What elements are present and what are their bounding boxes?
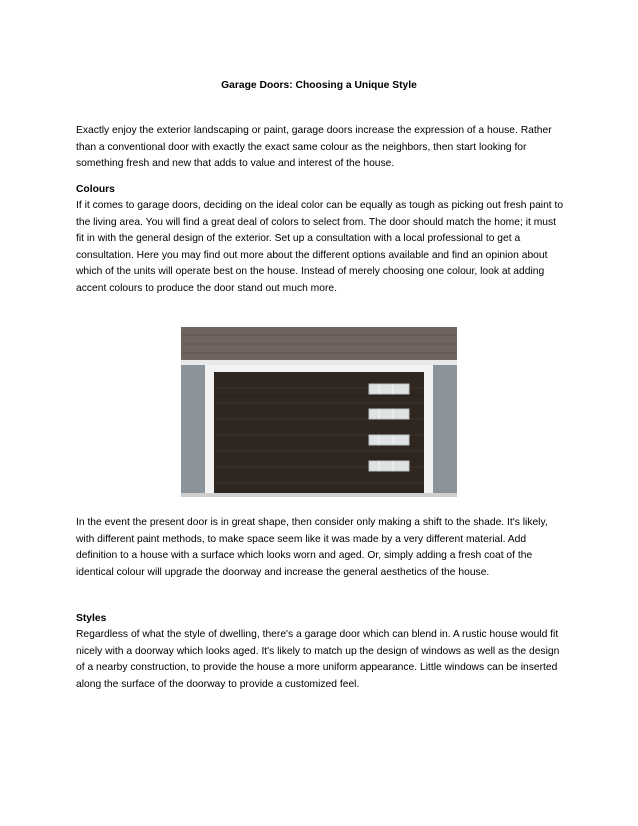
page-title: Garage Doors: Choosing a Unique Style bbox=[221, 80, 417, 91]
door-window-4 bbox=[369, 461, 409, 471]
intro-paragraph: Exactly enjoy the exterior landscaping or paint, garage doors increase the expression of a house. Rather than a conventional door with exactly the exact same colour as the neighbors, then start looking for something fresh and new that adds to value and interest of the house. bbox=[76, 125, 552, 170]
left-wall bbox=[181, 365, 205, 497]
section-body-styles: Regardless of what the style of dwelling, there's a garage door which can blend in. A rustic house would fit nicely with a doorway which looks aged. It's likely to match up the design of windows as well as the design of a nearby construction, to provide the house a more uniform appearance. Little windows can be inserted along the surface of the doorway to provide a customized feel. bbox=[76, 629, 560, 690]
gutter bbox=[181, 360, 457, 365]
section-body-colours: If it comes to garage doors, deciding on the ideal color can be equally as tough as picking out fresh paint to the living area. You will find a great deal of colors to select from. The door should match the home; it must fit in with the general design of the exterior. Set up a consultation with a local professional to get a consultation. Here you may find out more about the different options available and find an opinion about which of the units will operate best on the house. Instead of merely choosing one colour, look at adding accent colours to produce the door stand out much more. bbox=[76, 200, 564, 294]
middle-paragraph: In the event the present door is in great shape, then consider only making a shift to the shade. It's likely, with different paint methods, to make space seem like it was made by a very different material. Add definition to a house with a surface which looks worn and aged. Or, simply adding a fresh coat of the identical colour will upgrade the doorway and increase the general aesthetics of the house. bbox=[76, 517, 548, 578]
right-wall bbox=[433, 365, 457, 497]
garage-door-illustration bbox=[181, 327, 457, 497]
section-heading-colours: Colours bbox=[76, 184, 115, 195]
garage-door-photo bbox=[181, 327, 457, 497]
door-window-1 bbox=[369, 384, 409, 394]
door-window-2 bbox=[369, 409, 409, 419]
door-window-3 bbox=[369, 435, 409, 445]
ground bbox=[181, 493, 457, 497]
section-heading-styles: Styles bbox=[76, 613, 107, 624]
